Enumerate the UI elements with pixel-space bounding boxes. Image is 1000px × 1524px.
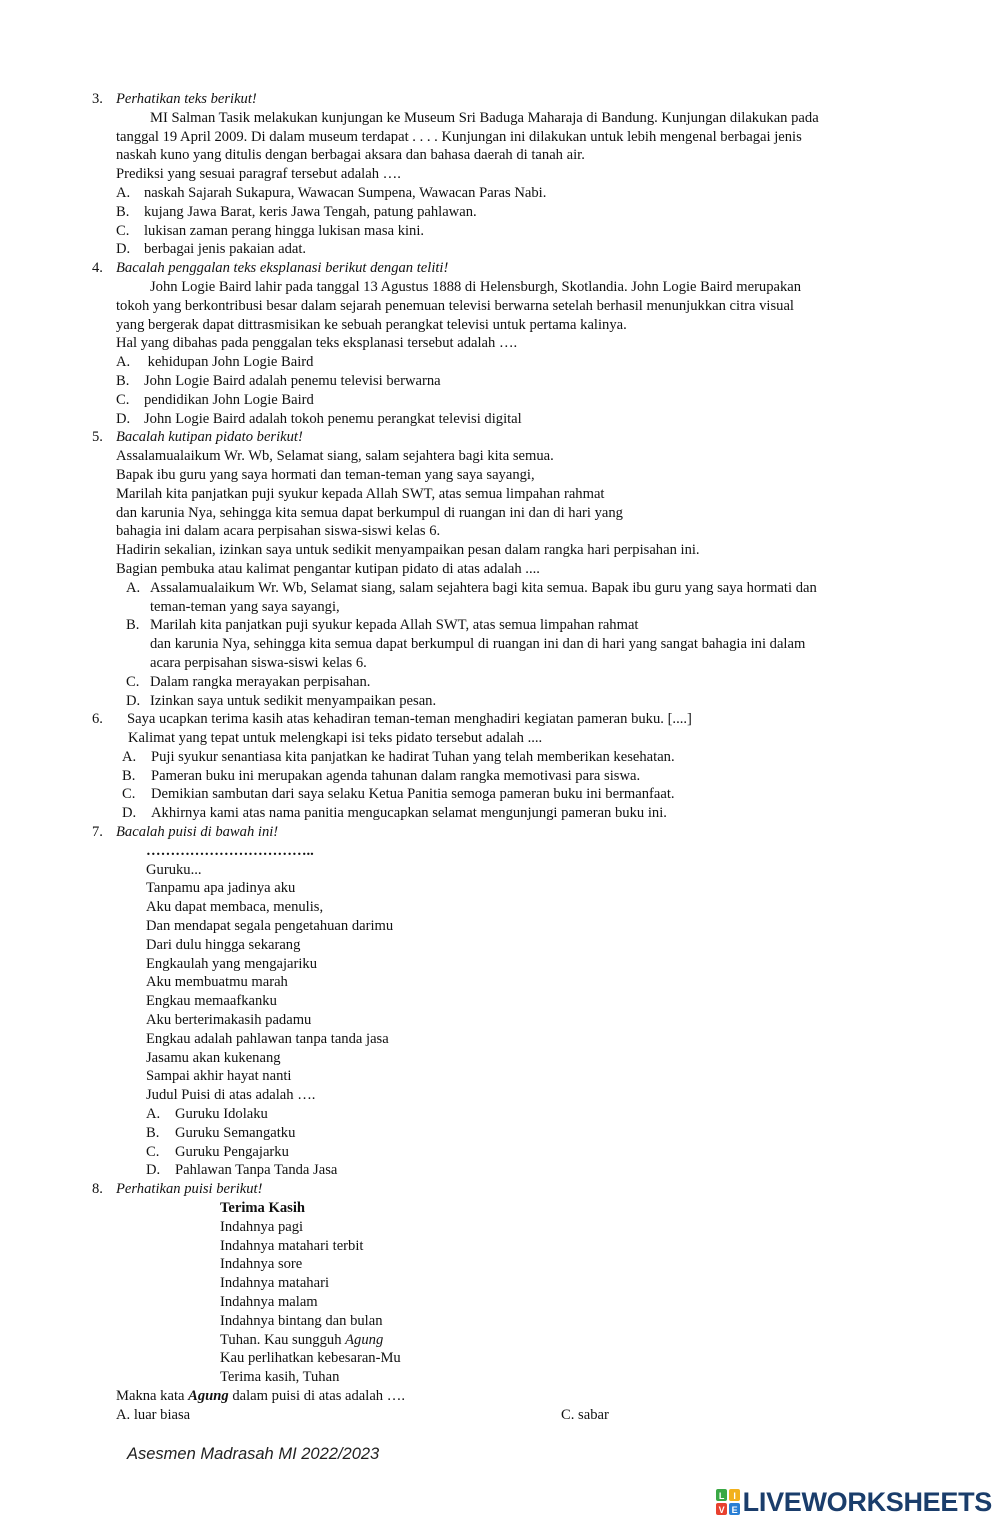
option-text: Assalamualaikum Wr. Wb, Selamat siang, salam sejahtera bagi kita semua. Bapak ibu guru yang saya hormati dan <box>150 579 817 596</box>
option-letter: C. <box>126 673 140 690</box>
option-c[interactable] <box>126 673 1000 692</box>
speech-line: Assalamualaikum Wr. Wb, Selamat siang, salam sejahtera bagi kita semua. <box>116 448 554 465</box>
option-letter: B. <box>146 1124 160 1141</box>
poem-line <box>220 1331 1000 1350</box>
poem-line: Engkau memaafkanku <box>146 993 277 1010</box>
option-a[interactable] <box>116 353 1000 372</box>
poem-line: Engkau adalah pahlawan tanpa tanda jasa <box>146 1030 389 1047</box>
poem-line: Kau perlihatkan kebesaran-Mu <box>220 1350 401 1367</box>
poem-line: Indahnya matahari <box>220 1275 329 1292</box>
option-letter: C. <box>116 391 130 408</box>
option-d[interactable] <box>116 240 1000 259</box>
question-prompt: Prediksi yang sesuai paragraf tersebut adalah …. <box>116 166 401 183</box>
question-prompt: Judul Puisi di atas adalah …. <box>146 1087 316 1104</box>
speech-line: Hadirin sekalian, izinkan saya untuk sedikit menyampaikan pesan dalam rangka hari perpisahan ini. <box>116 542 700 559</box>
poem-line: Indahnya bintang dan bulan <box>220 1312 383 1329</box>
option-letter: D. <box>126 692 141 709</box>
question-number: 8. <box>92 1181 103 1198</box>
question-instruction: Perhatikan puisi berikut! <box>116 1181 263 1198</box>
option-d[interactable] <box>116 410 1000 429</box>
speech-excerpt <box>116 447 1000 560</box>
svg-text:L: L <box>718 1491 724 1501</box>
question-passage <box>116 109 906 165</box>
question-instruction: Bacalah puisi di bawah ini! <box>116 824 279 841</box>
option-letter: D. <box>116 410 131 427</box>
option-text: John Logie Baird adalah penemu televisi berwarna <box>144 372 441 389</box>
passage-line: tokoh yang berkontribusi besar dalam sejarah penemuan televisi berwarna setelah berhasil menunjukkan citra visual <box>116 297 794 314</box>
svg-text:V: V <box>718 1505 725 1515</box>
question-text: Saya ucapkan terima kasih atas kehadiran teman-teman menghadiri kegiatan pameran buku. [....] <box>127 711 692 728</box>
poem-line: Dari dulu hingga sekarang <box>146 936 301 953</box>
brand-text: LIVEWORKSHEETS <box>742 1486 992 1517</box>
footer-text: Asesmen Madrasah MI 2022/2023 <box>127 1445 380 1463</box>
option-text: Demikian sambutan dari saya selaku Ketua Panitia semoga pameran buku ini bermanfaat. <box>151 786 675 803</box>
option-c[interactable] <box>116 222 1000 241</box>
poem <box>220 1199 1000 1387</box>
question-number: 6. <box>92 711 103 728</box>
option-letter: B. <box>116 203 130 220</box>
poem-line: Sampai akhir hayat nanti <box>146 1068 292 1085</box>
question-instruction: Bacalah kutipan pidato berikut! <box>116 429 303 446</box>
passage-line: tanggal 19 April 2009. Di dalam museum terdapat . . . . Kunjungan ini dilakukan untuk lebih mengenal berbagai jenis <box>116 128 802 145</box>
option-letter: D. <box>122 805 137 822</box>
poem-line: Dan mendapat segala pengetahuan darimu <box>146 918 394 935</box>
passage-line: yang bergerak dapat dittrasmisikan ke sebuah perangkat televisi untuk pertama kalinya. <box>116 316 627 333</box>
liveworksheets-logo-icon <box>715 1488 741 1516</box>
question-prompt <box>116 1387 1000 1406</box>
speech-line: dan karunia Nya, sehingga kita semua dapat berkumpul di ruangan ini dan di hari yang <box>116 504 623 521</box>
question-number: 3. <box>92 91 103 107</box>
speech-line: Bapak ibu guru yang saya hormati dan teman-teman yang saya sayangi, <box>116 466 535 483</box>
question-instruction: Bacalah penggalan teks eksplanasi berikut dengan teliti! <box>116 260 449 277</box>
option-letter: A. <box>116 354 131 371</box>
option-text: Pahlawan Tanpa Tanda Jasa <box>175 1162 338 1179</box>
question-7 <box>0 823 1000 1180</box>
option-text: Pameran buku ini merupakan agenda tahunan dalam rangka memotivasi para siswa. <box>151 767 641 784</box>
option-text: Marilah kita panjatkan puji syukur kepada Allah SWT, atas semua limpahan rahmat <box>150 617 639 634</box>
question-prompt: Bagian pembuka atau kalimat pengantar kutipan pidato di atas adalah .... <box>116 560 540 577</box>
question-passage <box>116 278 906 334</box>
svg-text:E: E <box>731 1505 738 1515</box>
option-letter: B. <box>122 767 136 784</box>
poem-line: Aku dapat membaca, menulis, <box>146 899 324 916</box>
worksheet-page <box>0 90 1000 1425</box>
option-text: Guruku Pengajarku <box>175 1143 289 1160</box>
liveworksheets-brand[interactable] <box>715 1488 992 1516</box>
option-b[interactable] <box>116 203 1000 222</box>
question-8 <box>0 1180 1000 1424</box>
highlighted-word: Agung <box>188 1387 229 1404</box>
option-b[interactable] <box>122 767 1000 786</box>
poem-line: Indahnya malam <box>220 1294 318 1310</box>
poem-line: Tanpamu apa jadinya aku <box>146 880 296 897</box>
option-b[interactable] <box>126 616 1000 672</box>
option-a[interactable] <box>146 1105 1000 1124</box>
speech-line: Marilah kita panjatkan puji syukur kepada Allah SWT, atas semua limpahan rahmat <box>116 485 605 502</box>
poem <box>146 842 1000 1105</box>
option-letter: B. <box>126 617 140 634</box>
poem-line: Indahnya sore <box>220 1256 303 1273</box>
option-a[interactable] <box>126 579 1000 617</box>
question-prompt: Kalimat yang tepat untuk melengkapi isi teks pidato tersebut adalah .... <box>128 730 543 747</box>
poem-title-blank: …………………………….. <box>146 842 314 859</box>
question-3 <box>0 90 1000 259</box>
option-letter: A. <box>122 748 137 765</box>
option-b[interactable] <box>116 372 1000 391</box>
options-row <box>0 1406 1000 1425</box>
passage-line: naskah kuno yang ditulis dengan berbagai aksara dan bahasa daerah di tanah air. <box>116 147 585 164</box>
option-text: Guruku Idolaku <box>175 1106 268 1123</box>
option-text: kehidupan John Logie Baird <box>144 354 314 371</box>
poem-line: Indahnya pagi <box>220 1218 304 1235</box>
prompt-text: Makna kata <box>116 1387 189 1404</box>
highlighted-word: Agung <box>345 1331 384 1348</box>
option-letter: A. <box>116 184 131 201</box>
option-d[interactable] <box>122 804 1000 823</box>
poem-line: Guruku... <box>146 861 202 878</box>
option-b[interactable] <box>146 1124 1000 1143</box>
option-text: Akhirnya kami atas nama panitia mengucapkan selamat mengunjungi pameran buku ini. <box>151 805 667 822</box>
question-number: 4. <box>92 260 103 277</box>
question-4 <box>0 259 1000 428</box>
poem-line: Indahnya matahari terbit <box>220 1237 364 1254</box>
poem-line: Terima kasih, Tuhan <box>220 1369 340 1386</box>
poem-line: Aku membuatmu marah <box>146 974 288 991</box>
option-letter: C. <box>116 222 130 239</box>
option-letter: C. <box>122 786 136 803</box>
option-a[interactable] <box>122 748 1000 767</box>
passage-line: John Logie Baird lahir pada tanggal 13 Agustus 1888 di Helensburgh, Skotlandia. John Logie Baird merupakan <box>150 278 802 295</box>
option-d[interactable] <box>126 692 1000 711</box>
option-text: acara perpisahan siswa-siswi kelas 6. <box>150 654 367 671</box>
question-number: 7. <box>92 824 103 841</box>
poem-title: Terima Kasih <box>220 1200 306 1217</box>
option-text: teman-teman yang saya sayangi, <box>150 598 340 615</box>
option-d[interactable] <box>146 1161 1000 1180</box>
option-text: berbagai jenis pakaian adat. <box>144 241 307 258</box>
poem-text: Tuhan. Kau sungguh <box>220 1331 346 1348</box>
option-text: dan karunia Nya, sehingga kita semua dapat berkumpul di ruangan ini dan di hari yang sangat bahagia ini dalam <box>150 636 806 653</box>
poem-line: Engkaulah yang mengajariku <box>146 955 318 972</box>
option-text: Puji syukur senantiasa kita panjatkan ke hadirat Tuhan yang telah memberikan kesehatan. <box>151 748 675 765</box>
option-text: Dalam rangka merayakan perpisahan. <box>150 673 371 690</box>
option-c[interactable]: C. sabar <box>561 1406 609 1423</box>
option-letter: A. <box>146 1106 161 1123</box>
option-text: pendidikan John Logie Baird <box>144 391 314 408</box>
option-text: John Logie Baird adalah tokoh penemu perangkat televisi digital <box>144 410 522 427</box>
option-text: Izinkan saya untuk sedikit menyampaikan pesan. <box>150 692 437 709</box>
question-number: 5. <box>92 429 103 446</box>
poem-line: Aku berterimakasih padamu <box>146 1012 312 1029</box>
option-c[interactable] <box>116 391 1000 410</box>
option-letter: C. <box>146 1143 160 1160</box>
question-prompt: Hal yang dibahas pada penggalan teks eksplanasi tersebut adalah …. <box>116 335 518 352</box>
option-letter: D. <box>146 1162 161 1179</box>
option-a[interactable]: A. luar biasa <box>116 1406 191 1423</box>
question-6 <box>0 710 1000 823</box>
option-text: naskah Sajarah Sukapura, Wawacan Sumpena, Wawacan Paras Nabi. <box>144 184 547 201</box>
poem-line: Jasamu akan kukenang <box>146 1049 281 1066</box>
option-c[interactable] <box>122 785 1000 804</box>
passage-line: MI Salman Tasik melakukan kunjungan ke Museum Sri Baduga Maharaja di Bandung. Kunjungan dilakukan pada <box>150 109 819 126</box>
question-5 <box>0 428 1000 710</box>
option-text: kujang Jawa Barat, keris Jawa Tengah, patung pahlawan. <box>144 203 477 220</box>
speech-line: bahagia ini dalam acara perpisahan siswa-siswi kelas 6. <box>116 523 441 540</box>
option-letter: B. <box>116 372 130 389</box>
svg-text:I: I <box>733 1491 736 1501</box>
question-instruction: Perhatikan teks berikut! <box>116 91 257 107</box>
option-text: lukisan zaman perang hingga lukisan masa kini. <box>144 222 425 239</box>
option-text: Guruku Semangatku <box>175 1124 296 1141</box>
option-letter: D. <box>116 241 131 258</box>
prompt-text: dalam puisi di atas adalah …. <box>228 1387 405 1404</box>
option-c[interactable] <box>146 1143 1000 1162</box>
option-a[interactable] <box>116 184 1000 203</box>
option-letter: A. <box>126 579 141 596</box>
